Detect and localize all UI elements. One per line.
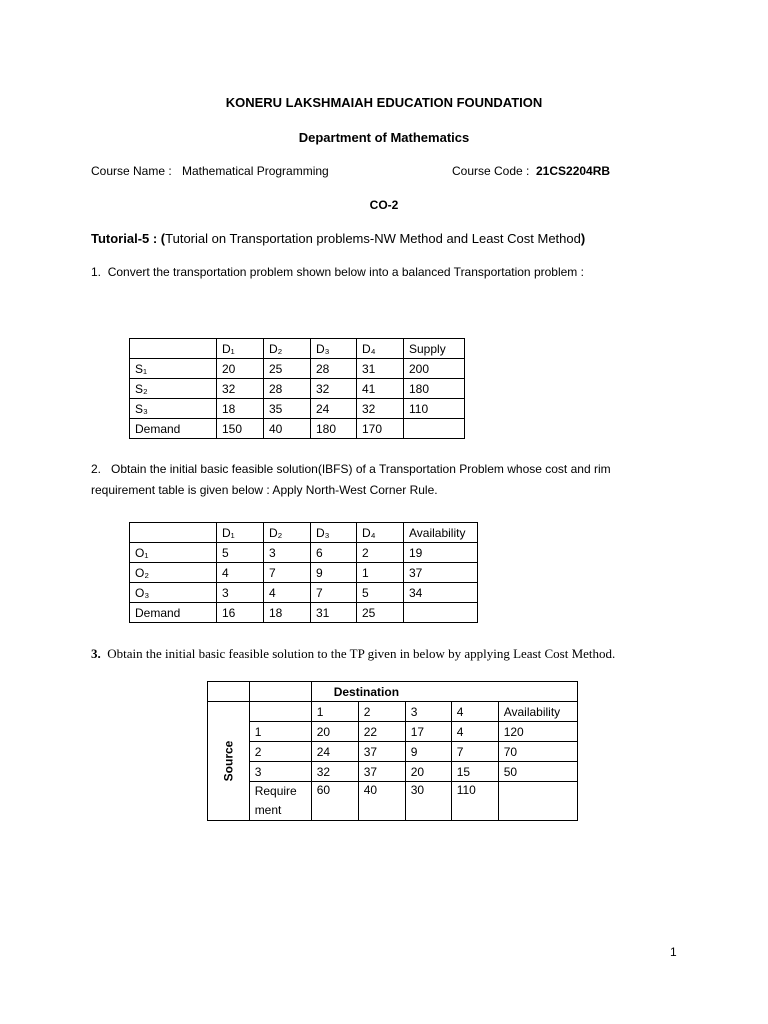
q2-text [91,462,611,476]
table-row [208,782,578,821]
table-cell: 9 [405,742,451,762]
q1-text [91,265,584,279]
table-cell: 35 [264,399,311,419]
table-cell: 22 [358,722,405,742]
table-cell: D₁ [217,339,264,359]
table-cell: 37 [358,762,405,782]
requirement-label-line1: Require [254,784,297,798]
table-row [208,762,578,782]
table-row [130,419,465,439]
table-cell: D₁ [217,523,264,543]
table-cell: D₄ [357,523,404,543]
course-code-label: Course Code : [452,164,530,178]
table-cell: 3 [264,543,311,563]
source-label: Source [221,740,236,782]
q3-text [91,646,615,662]
table-cell [130,523,217,543]
table-cell: 4 [217,563,264,583]
table-cell: 5 [357,583,404,603]
destination-label: Destination [311,682,577,702]
table-cell: 70 [498,742,577,762]
table-header-row [130,339,465,359]
table-cell: 40 [358,782,405,821]
table-cell: O₃ [130,583,217,603]
course-name-label: Course Name : [91,164,172,178]
table-cell: 170 [357,419,404,439]
table-cell: 17 [405,722,451,742]
table-cell: 1 [311,702,358,722]
table-cell: 5 [217,543,264,563]
table-cell: Availability [498,702,577,722]
table-cell: Demand [130,603,217,623]
table-row [130,399,465,419]
table-cell: 32 [217,379,264,399]
table-cell: 200 [404,359,465,379]
table-cell: 31 [311,603,357,623]
table-cell: 1 [357,563,404,583]
table-cell [249,682,311,702]
table-cell: 7 [311,583,357,603]
table-cell: 3 [217,583,264,603]
q1-table [129,338,465,439]
q2-number: 2. [91,462,102,476]
table-cell: 60 [311,782,358,821]
department-title: Department of Mathematics [298,130,470,145]
requirement-label-cell [249,782,311,821]
table-cell: 24 [311,742,358,762]
table-cell: 18 [217,399,264,419]
table-cell: 7 [264,563,311,583]
page-number: 1 [670,945,677,959]
q2-statement-line2: requirement table is given below : Apply North-West Corner Rule. [91,483,438,497]
table-cell: 20 [311,722,358,742]
institution-title: KONERU LAKSHMAIAH EDUCATION FOUNDATION [225,95,543,110]
q2-table [129,522,478,623]
table-cell: 16 [217,603,264,623]
tutorial-heading [91,231,585,246]
table-cell: 150 [217,419,264,439]
table-cell: 37 [358,742,405,762]
table-row [208,722,578,742]
table-cell: 34 [404,583,478,603]
table-cell: S₁ [130,359,217,379]
tutorial-title: Tutorial on Transportation problems-NW Method and Least Cost Method [165,231,581,246]
table-cell: 180 [311,419,357,439]
table-cell: 25 [264,359,311,379]
table-cell: O₁ [130,543,217,563]
q3-number: 3. [91,646,101,661]
table-row [130,583,478,603]
table-row [208,742,578,762]
table-row [130,543,478,563]
table-cell: D₄ [357,339,404,359]
tutorial-prefix: Tutorial-5 : ( [91,231,166,246]
table-cell: 28 [264,379,311,399]
table-cell: 3 [405,702,451,722]
table-cell: D₃ [311,523,357,543]
table-cell: 25 [357,603,404,623]
table-row [130,379,465,399]
q2-statement-line1: Obtain the initial basic feasible solution(IBFS) of a Transportation Problem whose cost and rim [111,462,611,476]
table-cell [404,419,465,439]
table-cell [404,603,478,623]
table-row [130,603,478,623]
table-cell: 7 [451,742,498,762]
table-cell: 32 [311,762,358,782]
q1-number: 1. [91,265,102,279]
table-cell: 6 [311,543,357,563]
q3-statement: Obtain the initial basic feasible solution to the TP given in below by applying Least Cost Method. [107,646,616,661]
table-header-row [208,702,578,722]
table-cell: 4 [264,583,311,603]
table-cell: 4 [451,722,498,742]
table-cell: 2 [358,702,405,722]
table-row [130,563,478,583]
course-name: Mathematical Programming [182,164,329,178]
table-cell: 4 [451,702,498,722]
table-cell: 15 [451,762,498,782]
table-cell [498,782,577,821]
table-cell: 50 [498,762,577,782]
table-cell: 24 [311,399,357,419]
table-cell [130,339,217,359]
table-cell: 37 [404,563,478,583]
table-cell: 1 [249,722,311,742]
table-cell: D₂ [264,523,311,543]
source-label-cell [208,702,250,821]
requirement-label-line2: ment [254,803,282,817]
table-cell: 30 [405,782,451,821]
table-cell: 2 [249,742,311,762]
q3-table [207,681,578,821]
table-cell: S₃ [130,399,217,419]
table-cell: 41 [357,379,404,399]
table-cell [249,702,311,722]
table-cell: Demand [130,419,217,439]
table-cell: 180 [404,379,465,399]
table-cell: Availability [404,523,478,543]
table-cell: 3 [249,762,311,782]
table-cell: 120 [498,722,577,742]
co-label: CO-2 [369,198,399,212]
table-cell: 18 [264,603,311,623]
table-cell: 40 [264,419,311,439]
table-header-row [130,523,478,543]
table-cell: 28 [311,359,357,379]
table-cell: S₂ [130,379,217,399]
table-cell: 110 [404,399,465,419]
table-cell: D₂ [264,339,311,359]
table-cell [208,682,250,702]
table-cell: O₂ [130,563,217,583]
table-cell: 20 [405,762,451,782]
table-row [130,359,465,379]
table-cell: D₃ [311,339,357,359]
table-cell: 9 [311,563,357,583]
table-cell: 31 [357,359,404,379]
table-cell: 2 [357,543,404,563]
table-cell: 19 [404,543,478,563]
q1-statement: Convert the transportation problem shown below into a balanced Transportation problem : [107,265,584,279]
table-cell: 110 [451,782,498,821]
table-cell: 32 [357,399,404,419]
table-cell: Supply [404,339,465,359]
table-cell: 32 [311,379,357,399]
course-code: 21CS2204RB [536,164,611,178]
table-cell: 20 [217,359,264,379]
table-header-row [208,682,578,702]
tutorial-suffix: ) [580,231,586,246]
